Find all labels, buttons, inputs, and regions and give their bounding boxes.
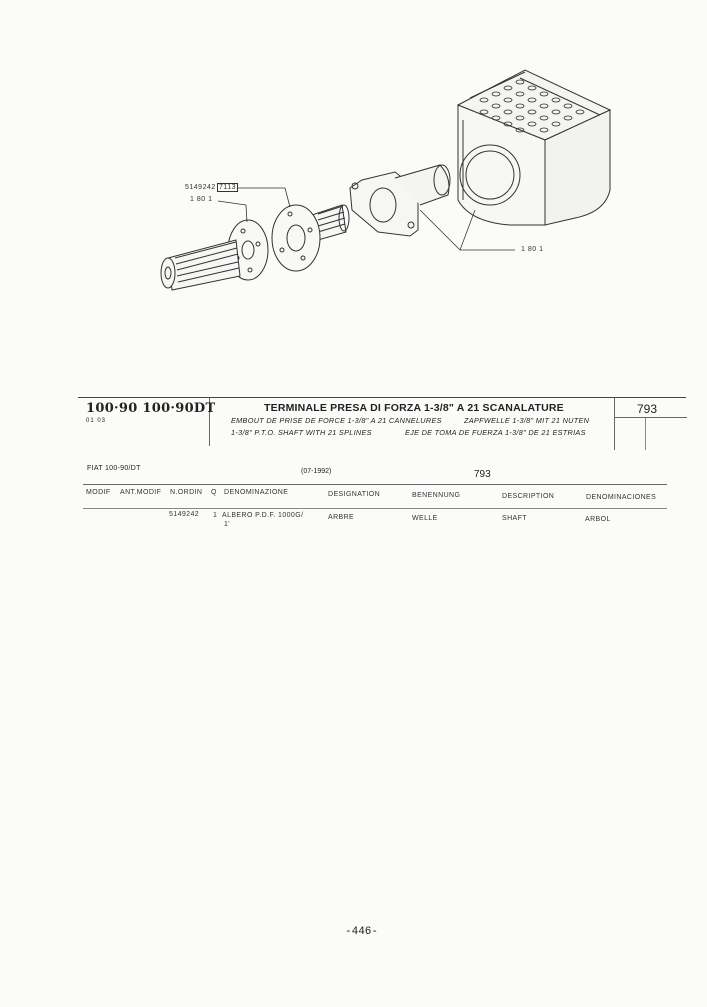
col-header-benennung: BENENNUNG [412,492,461,499]
cell-description: SHAFT [502,515,527,522]
callout-ref-right: 1 80 1 [521,246,544,253]
title-german: ZAPFWELLE 1-3/8" MIT 21 NUTEN [464,416,590,425]
col-header-description: DESCRIPTION [502,493,555,500]
page-box-rule [615,417,687,418]
title-english: 1-3/8" P.T.O. SHAFT WITH 21 SPLINES [231,428,372,437]
col-header-designation: DESIGNATION [328,491,381,498]
page-box-number: 793 [637,402,658,416]
col-header-n-ordin: N.ORDIN [170,489,203,496]
table-header-bottom-rule [83,508,667,509]
cell-benennung: WELLE [412,515,438,522]
col-header-q: Q [211,489,217,496]
header-divider [645,418,646,450]
cell-q: 1 [213,512,218,519]
model-code: 01 03 [86,418,107,424]
title-spanish: EJE DE TOMA DE FUERZA 1-3/8" DE 21 ESTRIAS [405,428,586,437]
callout-part-number: 5149242 [185,184,216,191]
machine-label: FIAT 100-90/DT [87,465,141,472]
table-header-top-rule [83,484,667,485]
title-italian: TERMINALE PRESA DI FORZA 1-3/8" A 21 SCANALATURE [264,402,564,414]
table-number: 793 [474,469,491,480]
disc-flange [272,205,320,271]
header-top-rule [78,397,686,398]
cell-denominazione: ALBERO P.D.F. 1000G/ [222,512,304,519]
col-header-denominaciones: DENOMINACIONES [586,494,657,501]
pto-housing [458,70,610,225]
title-french: EMBOUT DE PRISE DE FORCE 1-3/8" A 21 CANNELURES [231,416,442,425]
exploded-parts-drawing [0,0,707,330]
page-number: -446- [345,926,379,938]
callout-box-ref: 7113 [219,184,237,191]
model-name: 100·90 100·90DT [86,401,216,416]
col-header-denominazione: DENOMINAZIONE [224,489,289,496]
cell-designation: ARBRE [328,514,355,521]
cell-n-ordin: 5149242 [169,511,200,518]
splined-shaft-5149242 [161,220,268,290]
cell-denominaciones: ARBOL [585,516,611,523]
header-divider [614,398,615,450]
period-label: (07-1992) [301,468,332,475]
callout-ref-left: 1 80 1 [190,196,213,203]
col-header-modif: MODIF [86,489,111,496]
cell-denominazione-line2: 1' [224,521,231,528]
col-header-ant-modif: ANT.MODIF [120,489,162,496]
